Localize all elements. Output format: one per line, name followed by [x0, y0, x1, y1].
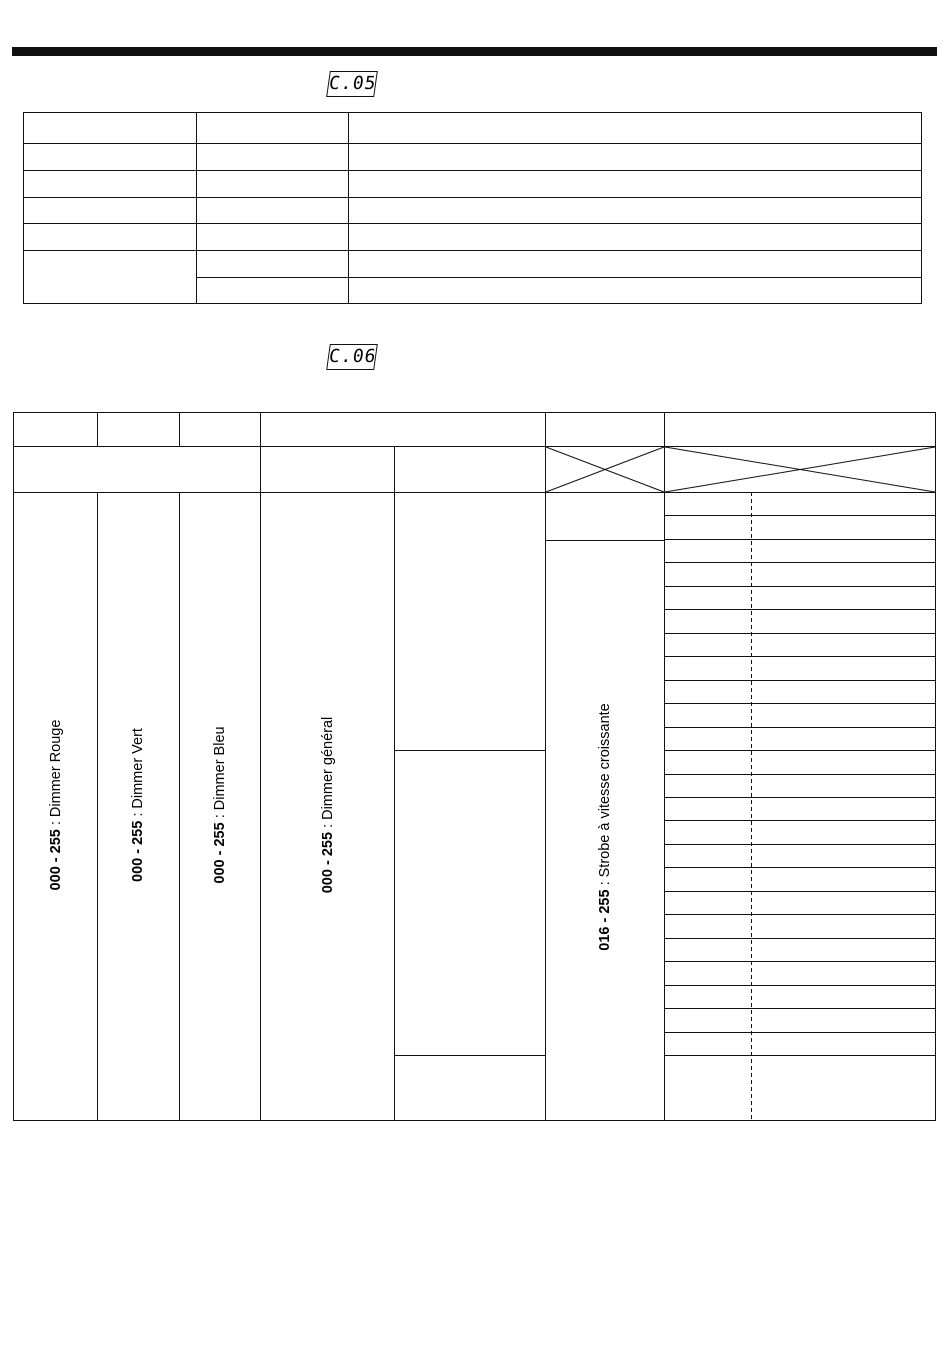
dimmer-master-label: 000 - 255 : Dimmer général: [320, 716, 336, 894]
mode-code-c05: C.05: [326, 71, 378, 97]
mode-code-c06: C.06: [326, 344, 378, 370]
dimmer-blue-label: 000 - 255 : Dimmer Bleu: [212, 726, 228, 884]
table-c05-frame: [24, 113, 922, 304]
table-c05: [23, 112, 922, 304]
table-c06: [13, 412, 936, 1121]
table-c06-step-rows: [664, 516, 936, 1056]
dimmer-green-label: 000 - 255 : Dimmer Vert: [130, 728, 146, 882]
strobe-label: 016 - 255 : Strobe à vitesse croissante: [597, 703, 613, 951]
dimmer-red-label: 000 - 255 : Dimmer Rouge: [48, 719, 64, 891]
table-c06-frame: [14, 413, 936, 1121]
table-c06-empty-cells: [546, 447, 935, 492]
